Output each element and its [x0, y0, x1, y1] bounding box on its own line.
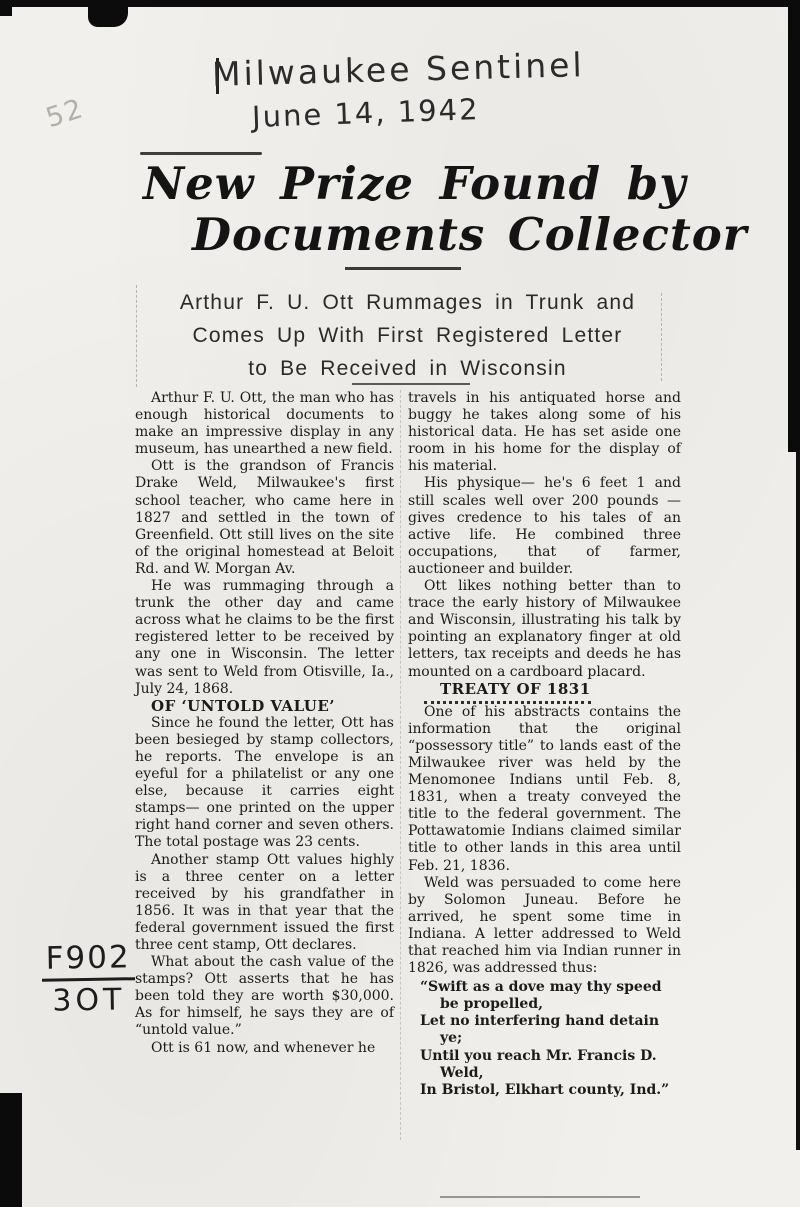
subhead-line-3: to Be Received in Wisconsin — [248, 357, 567, 380]
paragraph: Weld was persuaded to come here by Solomon Juneau. Before he arrived, he spent some time in Indiana. A letter addressed to Weld that reached him via Indian runner in 1826, was addressed thus: — [408, 874, 681, 977]
handwritten-date: June 14, 1942 — [251, 92, 481, 134]
paragraph: His physique— he's 6 feet 1 and still scales well over 200 pounds —gives credence to his tales of an active life. He combined three occupations, that of farmer, auctioneer and builder. — [408, 475, 681, 577]
headline — [0, 158, 800, 261]
column-divider — [394, 390, 408, 1099]
call-number-bottom: 3OT — [52, 982, 126, 1019]
call-number-top: F902 — [41, 939, 135, 982]
scan-edge-bottom-left — [0, 1093, 22, 1207]
subhead-line-2: Comes Up With First Registered Letter — [192, 324, 623, 347]
scan-bottom-line — [440, 1196, 640, 1198]
handwritten-page-mark: 52 — [42, 92, 89, 135]
poem-line: “Swift as a dove may thy speed be propelled, — [420, 979, 662, 1013]
scan-edge-right-thin — [796, 450, 800, 1150]
poem-line: In Bristol, Elkhart county, Ind.” — [420, 1081, 670, 1098]
headline-line-1: New Prize Found by — [143, 157, 687, 210]
headline-line-2: Documents Collector — [192, 208, 748, 262]
paragraph: Ott is 61 now, and whenever he — [151, 1039, 376, 1056]
left-column — [135, 390, 394, 1099]
column-edge-line-right — [661, 293, 662, 381]
rule-below-subhead — [352, 383, 470, 385]
poem-line: Let no interfering hand detain ye; — [420, 1013, 660, 1047]
scan-corner-mark — [0, 0, 12, 16]
paragraph: Another stamp Ott values highly is a three center on a letter received by his grandfather in 1856. It was in that year that the federal government issued the first three cent stamp, Ott declares. — [135, 851, 394, 953]
paragraph: Since he found the letter, Ott has been besieged by stamp collectors, he reports. The envelope is an eyeful for a philatelist or any one else, because it carries eight stamps— one printed on the upper right hand corner and seven others. The total postage was 23 cents. — [135, 714, 394, 851]
section-header-treaty-of-1831: TREATY OF 1831 — [408, 681, 681, 704]
rule-below-headline — [345, 267, 461, 270]
subhead — [135, 286, 680, 385]
subhead-line-1: Arthur F. U. Ott Rummages in Trunk and — [179, 291, 636, 314]
paragraph: Ott is the grandson of Francis Drake Weld, Milwaukee's first school teacher, who came here in 1827 and settled in the town of Greenfield. Ott still lives on the site of the original homestead at Beloit Rd. and W. Morgan Av. — [135, 458, 394, 577]
paragraph: Ott likes nothing better than to trace the early history of Milwaukee and Wisconsin, illustrating his talk by pointing an explanatory finger at old letters, tax receipts and deeds he has mounted on a cardboard placard. — [408, 578, 681, 680]
section-header-untold-value: OF ‘UNTOLD VALUE’ — [151, 696, 336, 715]
poem-address-verse — [408, 979, 681, 1099]
handwritten-call-number — [41, 939, 135, 1019]
handwritten-publication: Milwaukee Sentinel — [211, 45, 586, 94]
article-body — [135, 390, 681, 1099]
poem-line: Until you reach Mr. Francis D. Weld, — [420, 1047, 657, 1081]
paragraph: travels in his antiquated horse and buggy he takes along some of his historical data. He has set aside one room in his home for the display of his material. — [408, 390, 681, 475]
paragraph: He was rummaging through a trunk the other day and came across what he claims to be the first registered letter to be received by any one in Wisconsin. The letter was sent to Weld from Otisville, Ia., July 24, 1868. — [135, 578, 394, 697]
column-edge-line-left — [136, 285, 137, 387]
right-column — [408, 390, 681, 1099]
paragraph: Arthur F. U. Ott, the man who has enough historical documents to make an impressive display in any museum, has unearthed a new field. — [135, 390, 394, 458]
paragraph: One of his abstracts contains the information that the original “possessory title” to lands east of the Milwaukee river was held by the Menomonee Indians until Feb. 8, 1831, when a treaty conveyed the title to the federal government. The Pottawatomie Indians claimed similar title to other lands in this area until Feb. 21, 1836. — [408, 703, 681, 874]
paragraph: What about the cash value of the stamps? Ott asserts that he has been told they are worth $30,000. As for himself, he says they are of “untold value.” — [135, 954, 394, 1039]
scan-blob — [88, 0, 128, 27]
rule-above-headline — [140, 152, 262, 155]
